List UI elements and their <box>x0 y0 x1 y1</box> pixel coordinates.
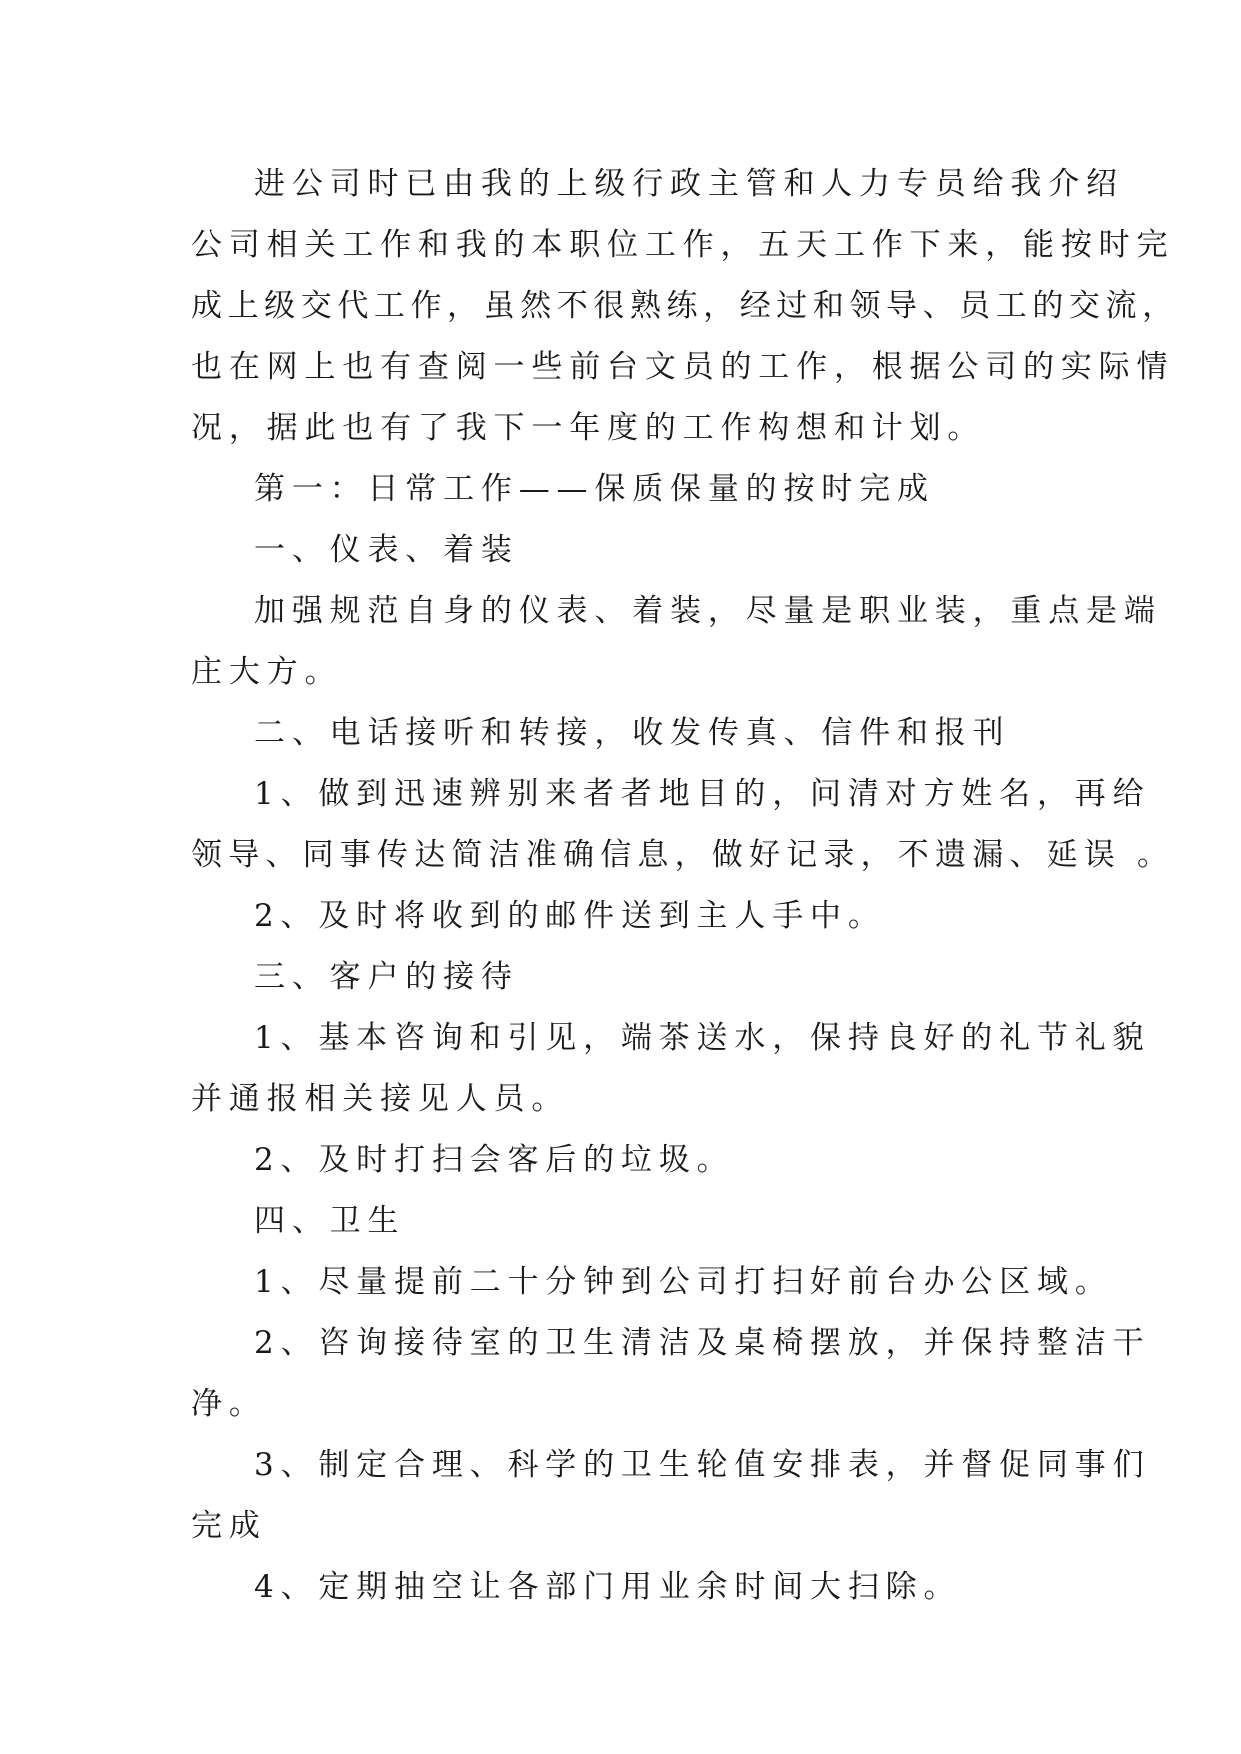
paragraph-line: 公司相关工作和我的本职位工作，五天工作下来，能按时完 <box>191 227 1175 263</box>
list-item: 2、及时将收到的邮件送到主人手中。 <box>254 898 886 934</box>
list-item: 1、做到迅速辨别来者者地目的，问清对方姓名，再给 <box>254 776 1151 812</box>
paragraph-line: 况，据此也有了我下一年度的工作构想和计划。 <box>191 410 986 446</box>
list-item: 2、咨询接待室的卫生清洁及桌椅摆放，并保持整洁干 <box>254 1325 1151 1361</box>
paragraph-line: 也在网上也有查阅一些前台文员的工作，根据公司的实际情 <box>191 349 1175 385</box>
list-item-continuation: 完成 <box>191 1508 267 1544</box>
subsection-heading: 二、电话接听和转接，收发传真、信件和报刊 <box>254 715 1011 751</box>
list-item: 3、制定合理、科学的卫生轮值安排表，并督促同事们 <box>254 1447 1151 1483</box>
list-item-continuation: 并通报相关接见人员。 <box>191 1081 570 1117</box>
subsection-heading: 三、客户的接待 <box>254 959 519 995</box>
paragraph-line: 成上级交代工作，虽然不很熟练，经过和领导、员工的交流， <box>191 288 1179 324</box>
section-heading: 第一：日常工作——保质保量的按时完成 <box>254 471 935 507</box>
subsection-heading: 四、卫生 <box>254 1203 406 1239</box>
paragraph-line: 加强规范自身的仪表、着装，尽量是职业装，重点是端 <box>254 593 1162 629</box>
paragraph-line: 进公司时已由我的上级行政主管和人力专员给我介绍 <box>254 166 1124 202</box>
list-item: 2、及时打扫会客后的垃圾。 <box>254 1142 735 1178</box>
subsection-heading: 一、仪表、着装 <box>254 532 519 568</box>
paragraph-line: 庄大方。 <box>191 654 343 690</box>
list-item-continuation: 领导、同事传达简洁准确信息，做好记录，不遗漏、延误 。 <box>191 837 1175 873</box>
list-item: 1、基本咨询和引见，端茶送水，保持良好的礼节礼貌 <box>254 1020 1151 1056</box>
list-item: 4、定期抽空让各部门用业余时间大扫除。 <box>254 1569 962 1605</box>
list-item-continuation: 净。 <box>191 1386 267 1422</box>
list-item: 1、尽量提前二十分钟到公司打扫好前台办公区域。 <box>254 1264 1113 1300</box>
